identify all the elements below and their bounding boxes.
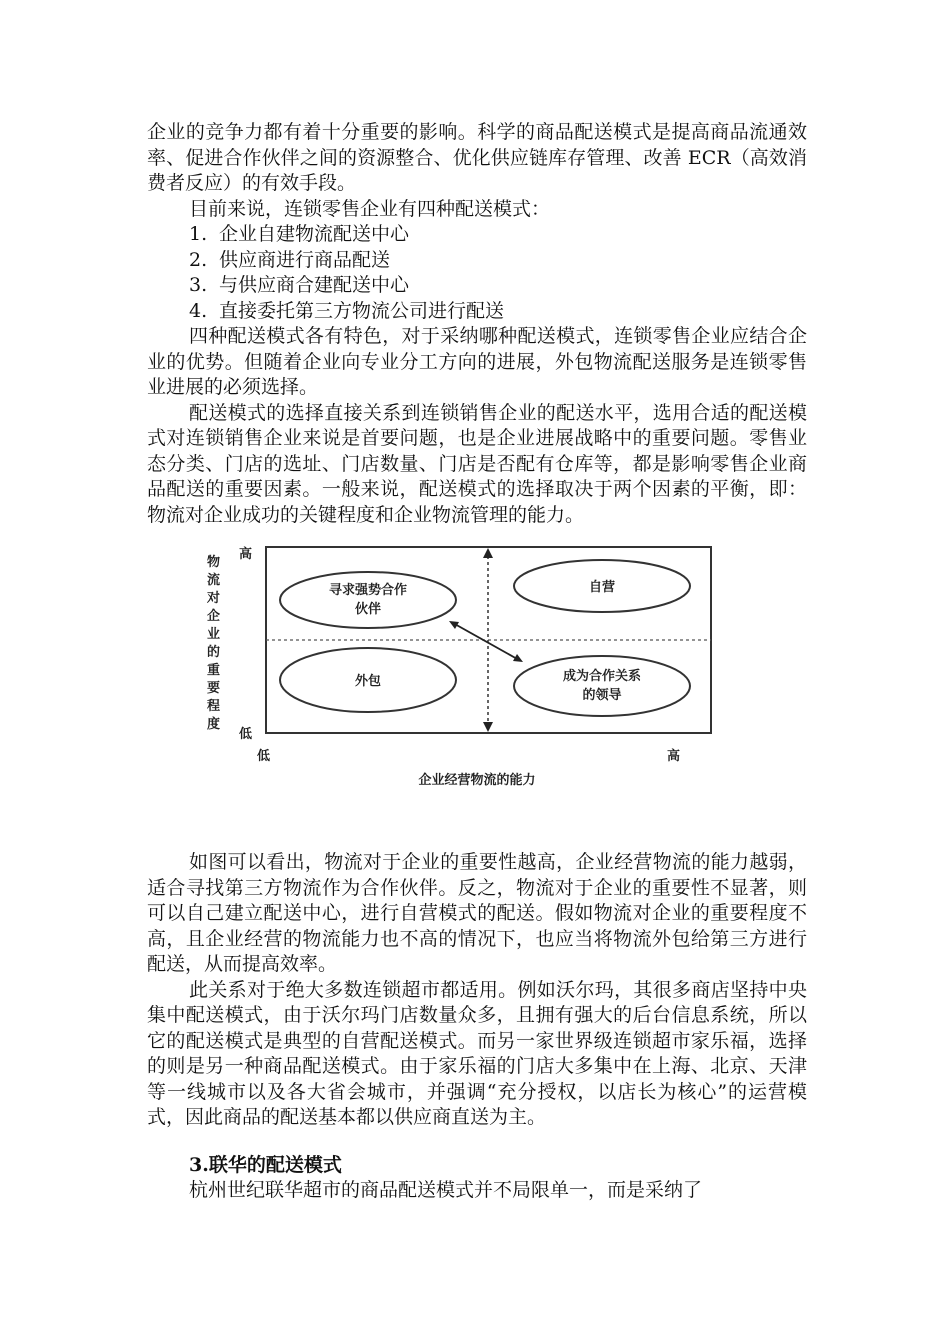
y-axis-label-char: 对 bbox=[207, 591, 221, 606]
y-axis-label-char: 的 bbox=[207, 645, 221, 660]
list-item: 1. 企业自建物流配送中心 bbox=[189, 223, 410, 245]
quadrant-top-left-line1: 寻求强势合作 bbox=[328, 583, 408, 598]
paragraph-examples: 此关系对于绝大多数连锁超市都适用。例如沃尔玛，其很多商店坚持中央集中配送模式，由于沃尔玛门店数量众多，且拥有强大的后台信息系统，所以它的配送模式是典型的自营配送模式。而另一家世界级连锁超市家乐福，选择的则是另一种商品配送模式。由于家乐福的门店大多集中在上海、北京、天津等一线城市以及各大省会城市，并强调“充分授权，以店长为核心”的运营模式，因此商品的配送基本都以供应商直送为主。 bbox=[147, 978, 807, 1128]
paragraph-four-modes: 目前来说，连锁零售企业有四种配送模式： bbox=[189, 197, 551, 220]
y-axis-label-char: 重 bbox=[207, 663, 221, 678]
quadrant-top-right: 自营 bbox=[588, 580, 616, 595]
logistics-matrix-figure bbox=[147, 540, 807, 810]
document-page bbox=[147, 120, 807, 1204]
x-low-label: 低 bbox=[257, 749, 271, 764]
y-high-label: 高 bbox=[239, 547, 253, 562]
quadrant-top-left-line2: 伙伴 bbox=[354, 602, 382, 617]
paragraph-intro: 企业的竞争力都有着十分重要的影响。科学的商品配送模式是提高商品流通效率、促进合作伙伴之间的资源整合、优化供应链库存管理、改善 ECR（高效消费者反应）的有效手段。 bbox=[147, 121, 807, 194]
ellipse-top-left bbox=[280, 572, 456, 628]
paragraph-lianhua: 杭州世纪联华超市的商品配送模式并不局限单一，而是采纳了 bbox=[189, 1179, 703, 1201]
paragraph-figure-explanation: 如图可以看出，物流对于企业的重要性越高，企业经营物流的能力越弱，适合寻找第三方物流作为合作伙伴。反之，物流对于企业的重要性不显著，则可以自己建立配送中心，进行自营模式的配送。假如物流对企业的重要程度不高，且企业经营的物流能力也不高的情况下，也应当将物流外包给第三方进行配送，从而提高效率。 bbox=[147, 851, 807, 975]
quadrant-bottom-right-line2: 的领导 bbox=[582, 688, 622, 703]
quadrant-bottom-left: 外包 bbox=[354, 674, 382, 689]
list-item: 4. 直接委托第三方物流公司进行配送 bbox=[189, 299, 505, 322]
list-item: 3. 与供应商合建配送中心 bbox=[189, 274, 410, 296]
y-axis-label-char: 要 bbox=[207, 681, 221, 696]
quadrant-bottom-right-line1: 成为合作关系 bbox=[562, 669, 642, 684]
ellipse-bottom-right bbox=[514, 656, 690, 716]
x-high-label: 高 bbox=[667, 749, 681, 764]
diagonal-arrow bbox=[453, 623, 519, 660]
y-axis-label-char: 流 bbox=[207, 573, 221, 588]
list-item: 2. 供应商进行商品配送 bbox=[189, 248, 391, 271]
arrow-down-icon bbox=[483, 722, 493, 732]
x-axis-label: 企业经营物流的能力 bbox=[418, 773, 536, 788]
y-axis-label-char: 企 bbox=[207, 609, 221, 624]
y-axis-label-char: 业 bbox=[207, 627, 221, 642]
paragraph-selection: 配送模式的选择直接关系到连锁销售企业的配送水平，选用合适的配送模式对连锁销售企业来说是首要问题，也是企业进展战略中的重要问题。零售业态分类、门店的选址、门店数量、门店是否配有仓库等，都是影响零售企业商品配送的重要因素。一般来说，配送模式的选择取决于两个因素的平衡，即：物流对企业成功的关键程度和企业物流管理的能力。 bbox=[147, 401, 807, 526]
matrix-diagram bbox=[147, 540, 807, 810]
y-axis-label-char: 程 bbox=[207, 699, 221, 714]
y-axis-label-char: 度 bbox=[207, 717, 221, 732]
distribution-modes-list bbox=[147, 222, 807, 324]
arrow-up-icon bbox=[483, 548, 493, 558]
y-low-label: 低 bbox=[239, 727, 253, 742]
paragraph-features: 四种配送模式各有特色，对于采纳哪种配送模式，连锁零售企业应结合企业的优势。但随着企业向专业分工方向的进展，外包物流配送服务是连锁零售业进展的必须选择。 bbox=[147, 325, 807, 398]
y-axis-label-char: 物 bbox=[207, 555, 221, 570]
section-heading: 3.联华的配送模式 bbox=[189, 1153, 342, 1176]
